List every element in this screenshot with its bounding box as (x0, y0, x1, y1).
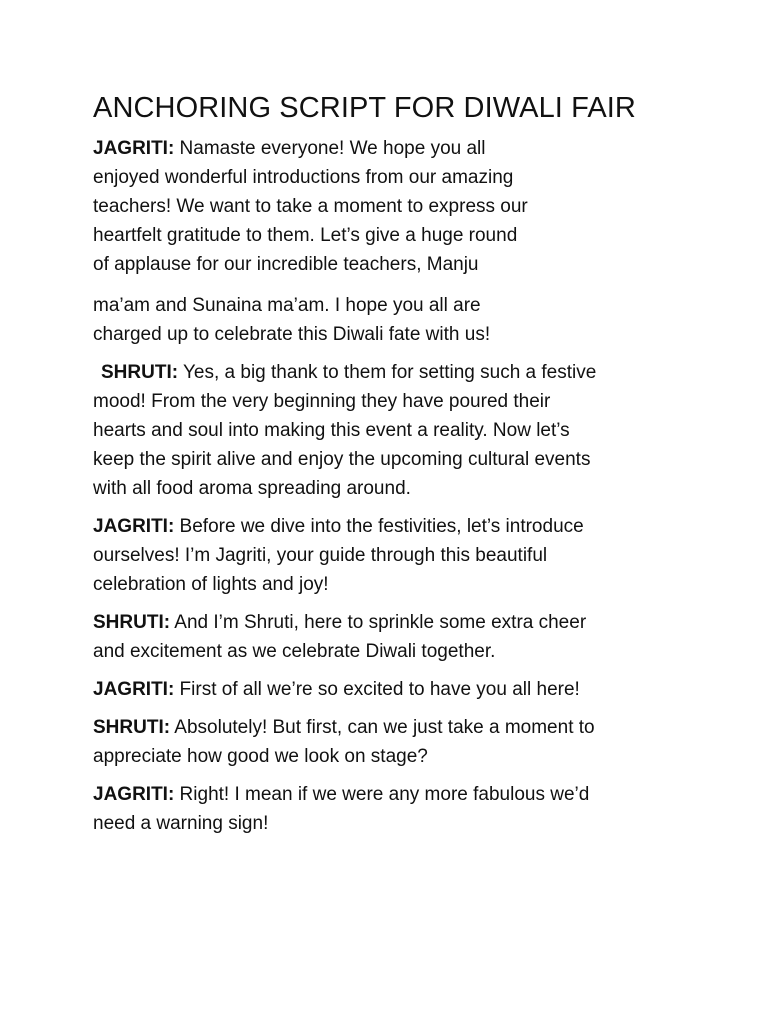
paragraph-line: appreciate how good we look on stage? (93, 746, 428, 767)
paragraph-line: mood! From the very beginning they have poured their (93, 391, 551, 412)
speaker-label: SHRUTI: (93, 612, 171, 633)
paragraph-line (93, 675, 673, 704)
paragraph-line: enjoyed wonderful introductions from our amazing (93, 167, 514, 188)
document-page (93, 86, 673, 847)
paragraph-line: with all food aroma spreading around. (93, 478, 411, 499)
speaker-label: JAGRITI: (93, 138, 175, 159)
script-paragraph-jagriti-2 (93, 512, 673, 599)
paragraph-line (93, 713, 673, 742)
paragraph-line: and excitement as we celebrate Diwali together. (93, 641, 496, 662)
speaker-label: JAGRITI: (93, 516, 175, 537)
script-paragraph-jagriti-3 (93, 675, 673, 704)
speaker-label: JAGRITI: (93, 784, 175, 805)
paragraph-line (93, 608, 673, 637)
paragraph-line: heartfelt gratitude to them. Let’s give a huge round (93, 225, 518, 246)
speaker-label: JAGRITI: (93, 679, 175, 700)
paragraph-line: of applause for our incredible teachers, Manju (93, 254, 479, 275)
script-paragraph-shruti-2 (93, 608, 673, 666)
script-paragraph-jagriti-1 (93, 134, 673, 349)
paragraph-line: celebration of lights and joy! (93, 574, 329, 595)
paragraph-line: ourselves! I’m Jagriti, your guide through this beautiful (93, 545, 548, 566)
paragraph-line: charged up to celebrate this Diwali fate with us! (93, 324, 491, 345)
dialogue-text: And I’m Shruti, here to sprinkle some extra cheer (170, 612, 587, 633)
dialogue-text: Before we dive into the festivities, let’s introduce (174, 516, 584, 537)
script-paragraph-shruti-1 (93, 358, 673, 503)
paragraph-line: hearts and soul into making this event a reality. Now let’s (93, 420, 570, 441)
dialogue-text: First of all we’re so excited to have you all here! (174, 679, 580, 700)
paragraph-line: ma’am and Sunaina ma’am. I hope you all are (93, 295, 481, 316)
page-title: ANCHORING SCRIPT FOR DIWALI FAIR (93, 92, 636, 124)
script-paragraph-jagriti-4 (93, 780, 673, 838)
dialogue-text: Namaste everyone! We hope you all (174, 138, 486, 159)
speaker-label: SHRUTI: (93, 717, 171, 738)
speaker-label: SHRUTI: (101, 362, 179, 383)
dialogue-text: Absolutely! But first, can we just take a moment to (170, 717, 595, 738)
paragraph-line (93, 780, 673, 809)
paragraph-line: teachers! We want to take a moment to express our (93, 196, 528, 217)
paragraph-line (93, 358, 673, 387)
dialogue-text: Right! I mean if we were any more fabulous we’d (174, 784, 590, 805)
dialogue-text: Yes, a big thank to them for setting such a festive (178, 362, 597, 383)
paragraph-line (93, 512, 673, 541)
script-paragraph-shruti-3 (93, 713, 673, 771)
paragraph-line: need a warning sign! (93, 813, 269, 834)
paragraph-line (93, 134, 673, 163)
paragraph-line: keep the spirit alive and enjoy the upcoming cultural events (93, 449, 591, 470)
